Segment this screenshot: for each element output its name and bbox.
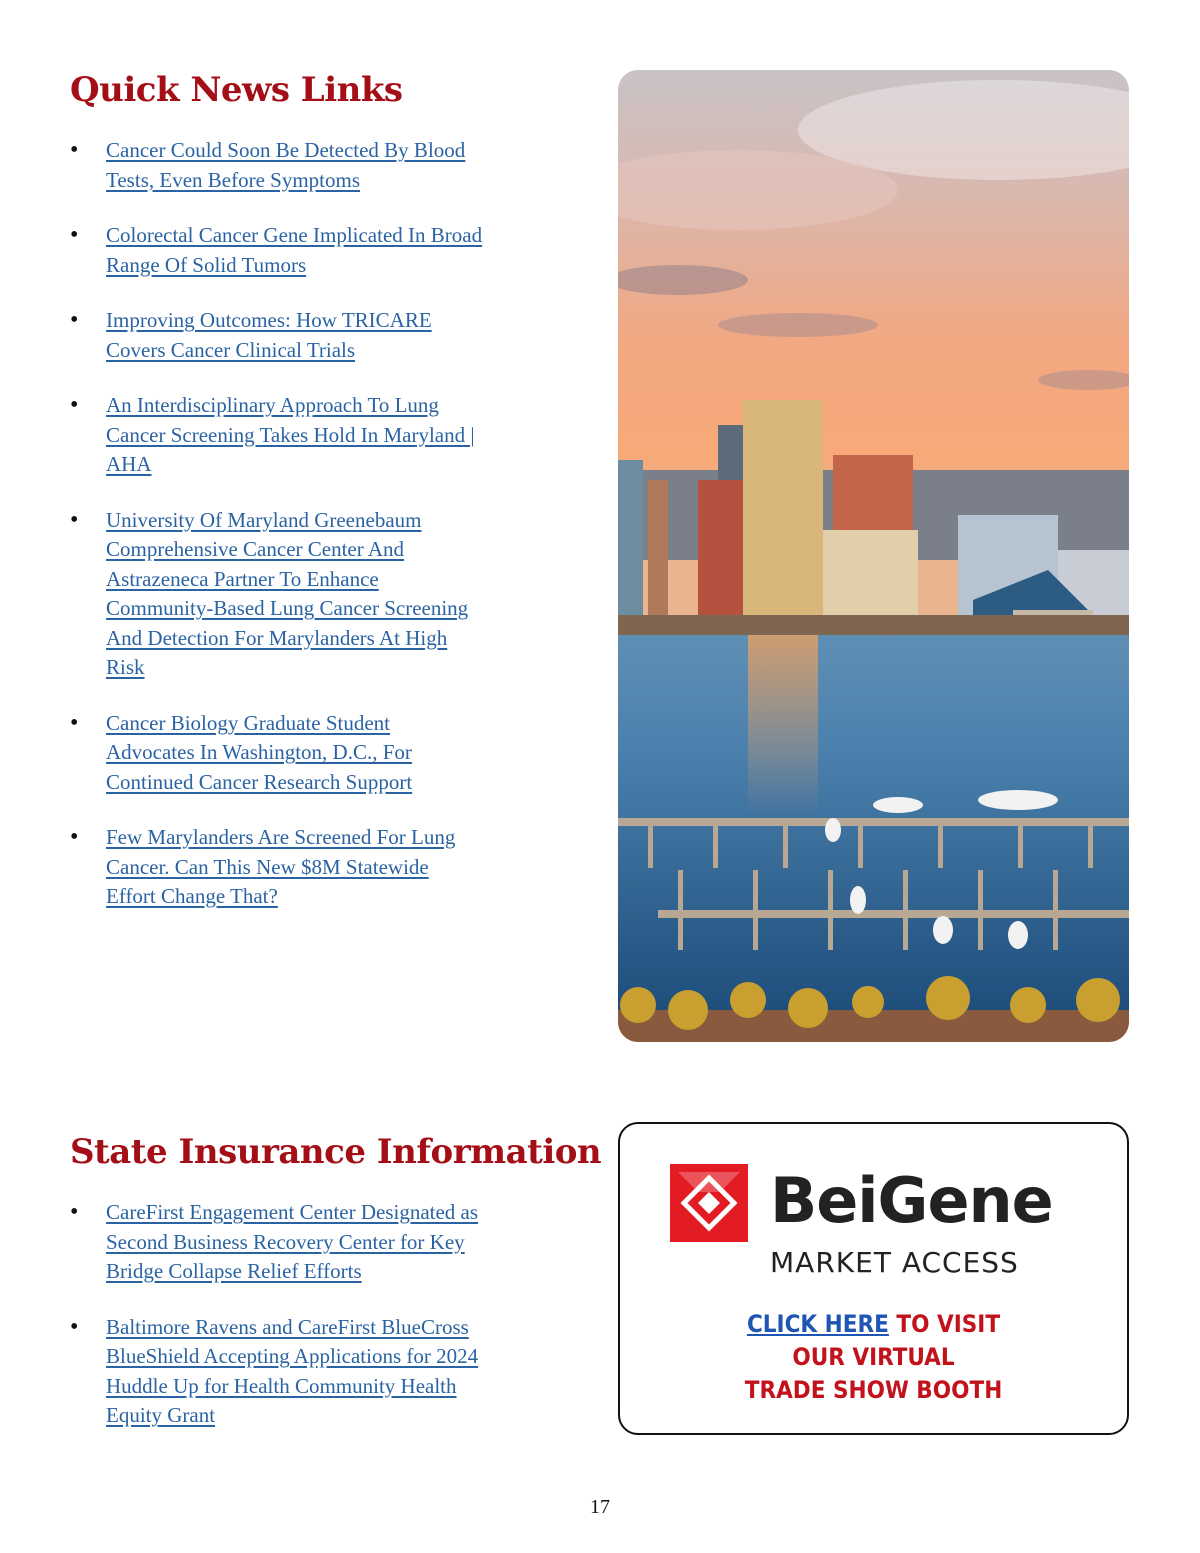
news-link-2[interactable]: Colorectal Cancer Gene Implicated In Broad Range Of Solid Tumors	[106, 223, 483, 277]
list-item	[70, 506, 486, 683]
cta-line2: OUR VIRTUAL	[792, 1343, 955, 1371]
cta-line3: TRADE SHOW BOOTH	[744, 1376, 1003, 1404]
beigene-ad-box[interactable]	[618, 1122, 1129, 1435]
news-link-4[interactable]: An Interdisciplinary Approach To Lung Cancer Screening Takes Hold In Maryland | AHA	[106, 393, 475, 476]
list-item	[70, 306, 486, 365]
insurance-link-1[interactable]: CareFirst Engagement Center Designated as Second Business Recovery Center for Key Bridge Collapse Relief Efforts	[106, 1200, 479, 1283]
news-link-5[interactable]: University Of Maryland Greenebaum Comprehensive Cancer Center And Astrazeneca Partner To Enhance Community-Based Lung Cancer Screening And Detection For Marylanders At High Risk	[106, 507, 469, 679]
news-link-1[interactable]: Cancer Could Soon Be Detected By Blood Tests, Even Before Symptoms	[106, 138, 466, 192]
cta-line1-text: TO VISIT	[888, 1310, 1001, 1338]
list-item	[70, 1313, 516, 1431]
list-item	[70, 823, 466, 912]
click-here-link[interactable]: CLICK HERE	[746, 1310, 889, 1338]
state-insurance-list	[70, 1198, 530, 1457]
insurance-link-2[interactable]: Baltimore Ravens and CareFirst BlueCross BlueShield Accepting Applications for 2024 Huddle Up for Health Community Health Equity Grant	[106, 1314, 479, 1427]
news-link-6[interactable]: Cancer Biology Graduate Student Advocates In Washington, D.C., For Continued Cancer Research Support	[106, 710, 413, 794]
quick-news-title: Quick News Links	[70, 70, 403, 110]
list-item	[70, 136, 476, 195]
list-item	[70, 221, 486, 280]
baltimore-harbor-photo	[618, 70, 1129, 1042]
news-link-3[interactable]: Improving Outcomes: How TRICARE Covers Cancer Clinical Trials	[106, 308, 432, 362]
list-item	[70, 709, 476, 798]
list-item	[70, 1198, 516, 1287]
beigene-logo-icon	[670, 1164, 748, 1242]
ad-call-to-action	[620, 1308, 1127, 1407]
list-item	[70, 391, 486, 480]
news-link-7[interactable]: Few Marylanders Are Screened For Lung Cancer. Can This New $8M Statewide Effort Change That?	[106, 825, 456, 908]
state-insurance-title: State Insurance Information	[70, 1132, 602, 1172]
quick-news-list	[70, 136, 530, 938]
brand-name: BeiGene	[770, 1164, 1053, 1237]
brand-subtitle: MARKET ACCESS	[770, 1246, 1019, 1279]
page-number: 17	[590, 1496, 610, 1518]
